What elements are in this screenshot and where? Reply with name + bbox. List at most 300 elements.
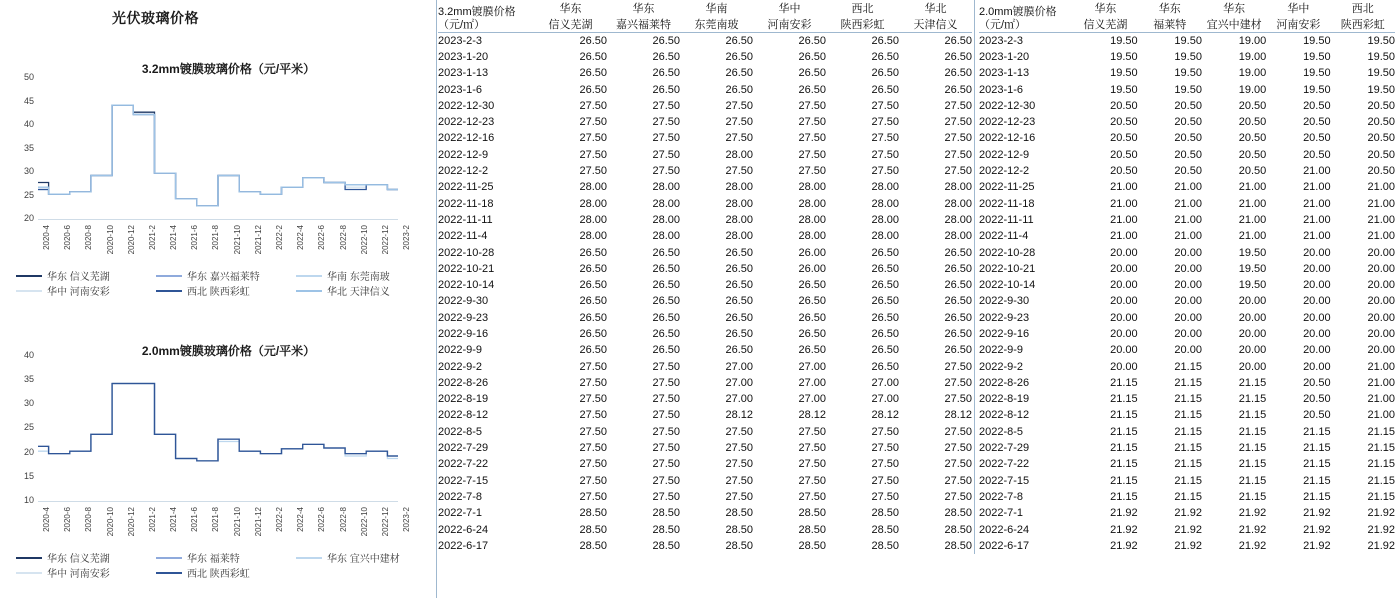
table-row: [438, 505, 972, 521]
row-value-cell: 27.50: [871, 458, 899, 471]
row-value-cell: 20.00: [1110, 311, 1138, 324]
row-value-cell: 20.50: [1303, 132, 1331, 145]
charts-panel: [0, 0, 437, 598]
row-value-cell: 28.00: [725, 148, 753, 161]
row-value-cell: 27.50: [871, 442, 899, 455]
page-title: 光伏玻璃价格: [112, 10, 199, 26]
row-value-cell: 28.50: [579, 523, 607, 536]
row-value-cell: 26.50: [798, 279, 826, 292]
row-value-cell: 28.50: [871, 523, 899, 536]
row-value-cell: 19.50: [1367, 83, 1395, 96]
row-value-cell: 26.50: [798, 34, 826, 47]
row-value-cell: 26.50: [871, 311, 899, 324]
row-date-cell: 2023-1-13: [438, 67, 489, 80]
x-tick-label: 2020-6: [63, 507, 73, 532]
row-value-cell: 20.00: [1303, 246, 1331, 259]
row-value-cell: 26.50: [652, 262, 680, 275]
row-value-cell: 20.50: [1367, 148, 1395, 161]
row-date-cell: 2022-11-4: [438, 230, 488, 243]
row-value-cell: 27.50: [652, 360, 680, 373]
column-header-cell: 陕西彩虹: [840, 19, 885, 31]
table-row: [979, 440, 1395, 456]
row-value-cell: 21.00: [1238, 213, 1267, 226]
row-value-cell: 28.00: [944, 213, 972, 226]
row-value-cell: 19.50: [1110, 67, 1138, 80]
row-value-cell: 21.15: [1174, 474, 1202, 487]
row-value-cell: 27.50: [652, 165, 680, 178]
row-value-cell: 20.50: [1303, 116, 1331, 129]
row-value-cell: 21.15: [1110, 474, 1138, 487]
x-tick-label: 2021-8: [211, 507, 221, 532]
row-value-cell: 19.50: [1303, 83, 1331, 96]
legend-label: 华东 信义芜湖: [47, 554, 110, 565]
row-value-cell: 21.15: [1238, 458, 1267, 471]
table-row: [979, 212, 1395, 228]
row-value-cell: 21.00: [1174, 230, 1202, 243]
row-value-cell: 28.00: [725, 181, 753, 194]
row-value-cell: 27.50: [652, 474, 680, 487]
table-row: [438, 212, 972, 228]
row-value-cell: 20.50: [1238, 99, 1267, 112]
row-value-cell: 19.00: [1238, 50, 1267, 63]
row-value-cell: 27.50: [652, 490, 680, 503]
row-value-cell: 21.15: [1367, 425, 1395, 438]
table-row: [979, 261, 1395, 277]
y-tick-label: 30: [23, 166, 34, 177]
row-value-cell: 26.50: [798, 50, 826, 63]
row-value-cell: 28.00: [944, 197, 972, 210]
row-value-cell: 20.00: [1110, 279, 1138, 292]
row-value-cell: 26.50: [871, 67, 899, 80]
x-tick-label: 2021-10: [232, 225, 242, 255]
column-header-cell: 天津信义: [913, 19, 958, 31]
row-value-cell: 26.50: [579, 83, 607, 96]
row-value-cell: 21.92: [1238, 507, 1267, 520]
legend-swatch: [156, 557, 182, 559]
legend-row: [16, 550, 436, 565]
row-value-cell: 27.50: [579, 99, 607, 112]
legend-row: [16, 268, 436, 283]
row-value-cell: 20.50: [1110, 148, 1138, 161]
row-value-cell: 26.50: [871, 344, 899, 357]
legend-item: [296, 268, 436, 283]
row-value-cell: 26.50: [579, 246, 607, 259]
legend-swatch: [156, 275, 182, 277]
row-value-cell: 28.12: [944, 409, 972, 422]
row-value-cell: 21.15: [1174, 458, 1202, 471]
table-row: [438, 310, 972, 326]
row-value-cell: 20.00: [1303, 327, 1331, 340]
row-value-cell: 27.50: [798, 442, 826, 455]
x-tick-label: 2021-12: [253, 225, 263, 255]
row-date-cell: 2023-1-13: [979, 67, 1030, 80]
legend-row: [16, 565, 436, 580]
row-value-cell: 21.92: [1110, 507, 1138, 520]
row-date-cell: 2022-12-16: [979, 132, 1036, 145]
row-value-cell: 28.50: [579, 539, 607, 552]
row-value-cell: 27.00: [871, 393, 899, 406]
row-value-cell: 21.15: [1303, 425, 1331, 438]
row-value-cell: 28.00: [798, 230, 826, 243]
row-value-cell: 27.50: [944, 376, 972, 389]
row-value-cell: 21.15: [1174, 490, 1202, 503]
table-2p0mm: [974, 0, 1395, 554]
x-tick-label: 2021-8: [211, 225, 221, 250]
row-value-cell: 27.50: [652, 99, 680, 112]
row-value-cell: 21.15: [1303, 458, 1331, 471]
row-value-cell: 27.50: [944, 425, 972, 438]
table-row: [979, 49, 1395, 65]
row-value-cell: 21.92: [1238, 523, 1267, 536]
table-row: [438, 326, 972, 342]
row-value-cell: 20.00: [1238, 360, 1267, 373]
y-tick-label: 40: [23, 119, 34, 130]
row-value-cell: 21.00: [1238, 197, 1267, 210]
row-value-cell: 26.50: [725, 67, 753, 80]
row-value-cell: 21.92: [1238, 539, 1267, 552]
row-date-cell: 2022-8-19: [979, 393, 1030, 406]
row-value-cell: 27.50: [725, 425, 753, 438]
row-value-cell: 21.92: [1367, 539, 1395, 552]
row-value-cell: 21.92: [1367, 523, 1395, 536]
y-tick-label: 35: [23, 142, 34, 153]
row-value-cell: 20.00: [1174, 344, 1202, 357]
table-row: [438, 49, 972, 65]
y-tick-label: 25: [23, 189, 34, 200]
row-value-cell: 21.00: [1367, 376, 1395, 389]
row-date-cell: 2022-9-9: [979, 344, 1024, 357]
legend-label: 华中 河南安彩: [47, 287, 110, 298]
row-date-cell: 2022-11-18: [438, 197, 494, 210]
row-value-cell: 27.50: [652, 393, 680, 406]
table-row: [438, 195, 972, 211]
row-value-cell: 20.00: [1367, 246, 1395, 259]
table-row: [979, 489, 1395, 505]
row-value-cell: 21.92: [1110, 523, 1138, 536]
row-date-cell: 2022-11-25: [438, 181, 494, 194]
legend-label: 华东 嘉兴福莱特: [187, 272, 260, 283]
table-row: [979, 407, 1395, 423]
row-value-cell: 28.50: [798, 539, 826, 552]
x-tick-label: 2022-6: [317, 225, 327, 250]
row-value-cell: 26.50: [652, 246, 680, 259]
row-value-cell: 21.15: [1174, 425, 1202, 438]
table-row: [438, 228, 972, 244]
row-value-cell: 27.00: [725, 360, 753, 373]
row-date-cell: 2022-9-16: [979, 327, 1030, 340]
row-date-cell: 2022-8-5: [979, 425, 1024, 438]
group-header-cell: 华中: [1287, 3, 1310, 15]
row-value-cell: 19.50: [1174, 83, 1202, 96]
group-header-cell: 华南: [705, 3, 728, 15]
chart-2p0mm-plot: [38, 352, 398, 502]
row-value-cell: 21.00: [1367, 181, 1395, 194]
row-value-cell: 21.00: [1110, 197, 1138, 210]
chart-2p0mm: [0, 322, 437, 592]
row-value-cell: 19.50: [1174, 67, 1202, 80]
row-date-cell: 2022-12-16: [438, 132, 495, 145]
x-tick-label: 2022-2: [274, 225, 284, 250]
table-row: [438, 489, 972, 505]
row-value-cell: 27.50: [579, 132, 607, 145]
row-value-cell: 21.00: [1303, 197, 1331, 210]
x-tick-label: 2022-2: [274, 507, 284, 532]
row-value-cell: 21.15: [1110, 409, 1138, 422]
row-value-cell: 26.50: [652, 327, 680, 340]
row-value-cell: 19.50: [1110, 50, 1138, 63]
row-value-cell: 27.50: [652, 376, 680, 389]
row-value-cell: 27.50: [944, 474, 972, 487]
row-value-cell: 21.15: [1174, 376, 1202, 389]
group-header-cell: 华北: [924, 3, 947, 15]
x-tick-label: 2021-12: [253, 507, 263, 537]
table-row: [438, 456, 972, 472]
row-value-cell: 28.50: [944, 523, 972, 536]
row-value-cell: 21.92: [1367, 507, 1395, 520]
row-value-cell: 26.50: [871, 246, 899, 259]
row-value-cell: 28.00: [725, 230, 753, 243]
table-row: [438, 440, 972, 456]
legend-label: 华东 福莱特: [187, 554, 240, 565]
row-value-cell: 20.50: [1238, 116, 1267, 129]
chart-3p2mm-plot: [38, 70, 398, 220]
row-value-cell: 20.00: [1367, 279, 1395, 292]
row-date-cell: 2022-8-26: [979, 376, 1030, 389]
row-value-cell: 27.50: [798, 165, 826, 178]
table-row: [979, 33, 1395, 49]
row-value-cell: 21.15: [1238, 442, 1267, 455]
row-value-cell: 21.15: [1367, 458, 1395, 471]
table-2p0mm-body: [979, 33, 1395, 555]
row-value-cell: 20.50: [1303, 99, 1331, 112]
row-value-cell: 26.50: [725, 246, 753, 259]
x-tick-label: 2023-2: [402, 225, 411, 250]
row-date-cell: 2022-12-23: [979, 116, 1036, 129]
table-row: [438, 424, 972, 440]
row-value-cell: 20.00: [1303, 360, 1331, 373]
row-value-cell: 20.00: [1367, 295, 1395, 308]
table-3p2mm: [438, 0, 972, 554]
x-tick-label: 2022-12: [380, 507, 390, 537]
row-value-cell: 19.50: [1367, 34, 1395, 47]
legend-item: [156, 550, 296, 565]
legend-label: 华中 河南安彩: [47, 569, 110, 580]
row-value-cell: 20.50: [1303, 148, 1331, 161]
row-value-cell: 27.50: [944, 99, 972, 112]
table-row: [438, 179, 972, 195]
table-row: [438, 147, 972, 163]
table-title-cell: 2.0mm镀膜价格 （元/㎡）: [979, 6, 1057, 31]
row-value-cell: 27.50: [944, 360, 972, 373]
row-value-cell: 27.50: [871, 116, 899, 129]
legend-item: [16, 283, 156, 298]
row-value-cell: 26.50: [725, 311, 753, 324]
group-header-cell: 西北: [1351, 3, 1374, 15]
row-value-cell: 20.50: [1303, 376, 1331, 389]
table-3p2mm-group-header: [438, 0, 972, 16]
row-value-cell: 19.50: [1303, 34, 1331, 47]
table-row: [979, 456, 1395, 472]
row-value-cell: 27.50: [944, 458, 972, 471]
row-value-cell: 20.00: [1110, 344, 1138, 357]
x-tick-label: 2022-8: [338, 507, 348, 532]
row-value-cell: 21.15: [1303, 474, 1331, 487]
row-value-cell: 21.15: [1367, 442, 1395, 455]
row-value-cell: 20.50: [1303, 393, 1331, 406]
row-value-cell: 26.50: [725, 50, 753, 63]
row-value-cell: 26.50: [798, 327, 826, 340]
row-value-cell: 20.50: [1367, 99, 1395, 112]
row-date-cell: 2023-1-20: [979, 50, 1030, 63]
legend-swatch: [156, 572, 182, 574]
legend-label: 华南 东莞南玻: [327, 272, 390, 283]
row-value-cell: 20.00: [1110, 246, 1138, 259]
row-value-cell: 21.00: [1367, 393, 1395, 406]
row-date-cell: 2022-10-28: [438, 246, 495, 259]
legend-label: 华东 信义芜湖: [47, 272, 110, 283]
row-value-cell: 26.50: [944, 295, 972, 308]
table-row: [979, 277, 1395, 293]
row-value-cell: 26.50: [579, 327, 607, 340]
row-value-cell: 27.50: [652, 458, 680, 471]
row-value-cell: 20.00: [1367, 327, 1395, 340]
row-value-cell: 26.50: [944, 311, 972, 324]
row-value-cell: 26.50: [652, 295, 680, 308]
row-date-cell: 2022-12-2: [979, 165, 1030, 178]
row-value-cell: 20.00: [1303, 311, 1331, 324]
group-header-cell: 西北: [851, 3, 874, 15]
y-tick-label: 10: [23, 495, 34, 505]
table-row: [438, 114, 972, 130]
chart-3p2mm-legend: [16, 268, 436, 298]
row-value-cell: 20.00: [1367, 311, 1395, 324]
row-value-cell: 20.50: [1110, 116, 1138, 129]
row-value-cell: 28.00: [652, 230, 680, 243]
row-value-cell: 19.50: [1367, 67, 1395, 80]
row-value-cell: 27.50: [725, 490, 753, 503]
row-value-cell: 27.50: [871, 132, 899, 145]
row-value-cell: 27.00: [798, 360, 826, 373]
chart-3p2mm-y-axis: [0, 68, 36, 223]
row-value-cell: 28.00: [871, 213, 899, 226]
row-date-cell: 2022-11-18: [979, 197, 1035, 210]
row-value-cell: 27.50: [798, 99, 826, 112]
x-tick-label: 2020-4: [42, 507, 51, 532]
legend-swatch: [16, 275, 42, 277]
table-row: [438, 342, 972, 358]
column-header-cell: 福莱特: [1153, 19, 1187, 31]
row-value-cell: 28.00: [798, 181, 826, 194]
row-value-cell: 20.00: [1367, 262, 1395, 275]
row-value-cell: 28.50: [579, 507, 607, 520]
row-date-cell: 2022-10-28: [979, 246, 1036, 259]
row-value-cell: 26.50: [579, 311, 607, 324]
table-row: [438, 65, 972, 81]
legend-label: 西北 陕西彩虹: [187, 569, 250, 580]
row-value-cell: 26.50: [652, 311, 680, 324]
table-2p0mm-grid: [979, 0, 1395, 554]
row-value-cell: 27.50: [579, 474, 607, 487]
row-value-cell: 27.50: [798, 132, 826, 145]
row-date-cell: 2022-9-2: [438, 360, 483, 373]
row-value-cell: 28.00: [871, 197, 899, 210]
row-value-cell: 21.15: [1367, 474, 1395, 487]
row-date-cell: 2022-7-1: [979, 507, 1024, 520]
legend-row: [16, 283, 436, 298]
row-value-cell: 20.00: [1238, 344, 1267, 357]
row-value-cell: 20.00: [1110, 295, 1138, 308]
row-value-cell: 27.50: [652, 148, 680, 161]
table-row: [979, 179, 1395, 195]
row-value-cell: 21.00: [1174, 213, 1202, 226]
row-date-cell: 2023-2-3: [438, 34, 483, 47]
row-value-cell: 28.00: [944, 181, 972, 194]
row-value-cell: 21.15: [1238, 474, 1267, 487]
row-date-cell: 2022-7-15: [979, 474, 1030, 487]
table-row: [438, 163, 972, 179]
row-value-cell: 20.00: [1174, 246, 1202, 259]
row-value-cell: 21.15: [1238, 490, 1267, 503]
row-value-cell: 20.50: [1367, 165, 1395, 178]
row-value-cell: 28.00: [652, 197, 680, 210]
row-value-cell: 28.00: [579, 181, 607, 194]
row-date-cell: 2022-11-25: [979, 181, 1035, 194]
row-value-cell: 26.50: [944, 279, 972, 292]
row-value-cell: 26.50: [652, 344, 680, 357]
row-date-cell: 2022-9-16: [438, 327, 489, 340]
legend-item: [16, 550, 156, 565]
row-value-cell: 19.50: [1303, 50, 1331, 63]
row-value-cell: 21.00: [1110, 230, 1138, 243]
group-header-cell: 华东: [1094, 3, 1117, 15]
y-tick-label: 15: [23, 470, 34, 481]
chart-3p2mm-title: 3.2mm镀膜玻璃价格（元/平米）: [141, 62, 316, 76]
row-value-cell: 26.50: [798, 67, 826, 80]
row-date-cell: 2022-6-17: [438, 539, 489, 552]
row-value-cell: 27.50: [579, 376, 607, 389]
row-value-cell: 19.50: [1110, 34, 1138, 47]
row-value-cell: 28.00: [652, 213, 680, 226]
chart-3p2mm-x-axis: [38, 223, 411, 269]
group-header-cell: 华东: [632, 3, 655, 15]
row-value-cell: 27.50: [798, 116, 826, 129]
group-header-cell: 华东: [1223, 3, 1246, 15]
row-value-cell: 26.50: [652, 67, 680, 80]
x-tick-label: 2021-2: [147, 225, 157, 250]
row-value-cell: 28.00: [871, 230, 899, 243]
table-row: [979, 163, 1395, 179]
table-row: [979, 310, 1395, 326]
row-value-cell: 21.15: [1238, 376, 1267, 389]
row-value-cell: 19.50: [1174, 50, 1202, 63]
row-value-cell: 21.00: [1303, 213, 1331, 226]
table-row: [979, 326, 1395, 342]
row-value-cell: 27.50: [798, 474, 826, 487]
y-tick-label: 45: [23, 95, 34, 106]
row-date-cell: 2022-9-9: [438, 344, 483, 357]
row-value-cell: 26.50: [579, 295, 607, 308]
table-row: [438, 538, 972, 554]
row-value-cell: 28.12: [798, 409, 826, 422]
row-value-cell: 21.00: [1110, 181, 1138, 194]
row-date-cell: 2022-12-30: [979, 99, 1036, 112]
row-value-cell: 21.15: [1174, 393, 1202, 406]
x-tick-label: 2022-8: [338, 225, 348, 250]
row-date-cell: 2022-7-1: [438, 507, 483, 520]
y-tick-label: 40: [23, 349, 34, 360]
row-date-cell: 2022-11-11: [979, 213, 1034, 226]
row-value-cell: 19.50: [1110, 83, 1138, 96]
